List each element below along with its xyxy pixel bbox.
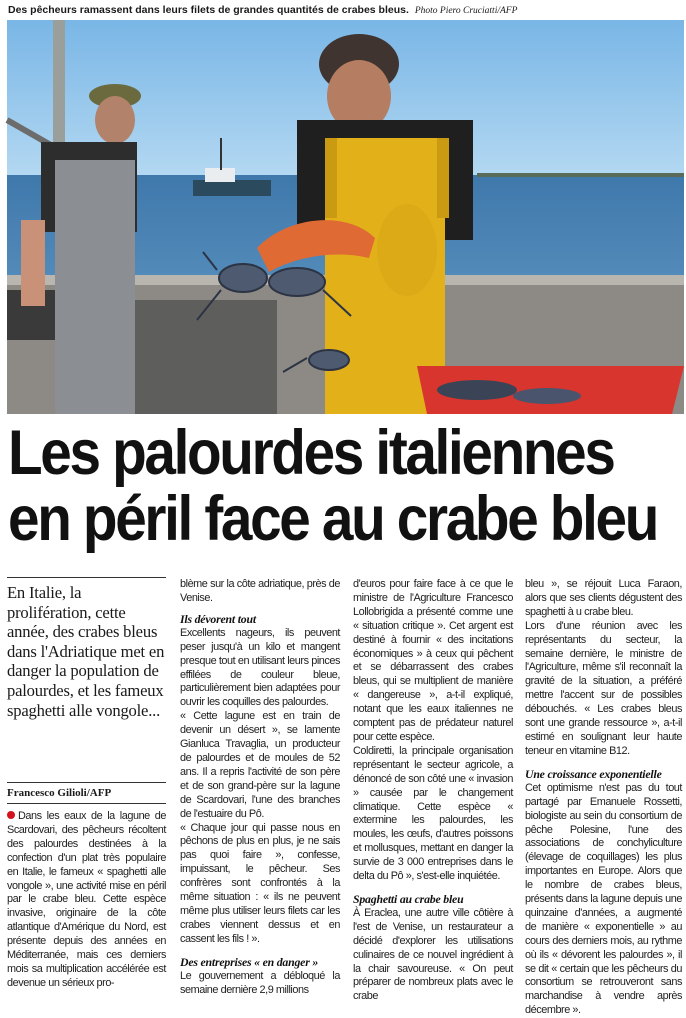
paragraph-text: Dans les eaux de la lagune de Scardovari, des pêcheurs récoltent des palourdes destinées à la confection d'un plat très populaire en Italie, le fameux « spaghetti alle vongole », une activité mise en péril par le crabe bleu. Cette espèce invasive, originaire de la côte atlantique d'Amérique du Nord, est présente depuis des années en Méditerranée, mais ces derniers mois sa multiplication accélérée est devenue un sérieux pro- <box>7 810 166 989</box>
article-column-1 <box>7 810 166 991</box>
paragraph: Lors d'une réunion avec les représentants du secteur, la semaine dernière, le ministre de l'Agriculture, même s'il reconnaît la gravité de la situation, a préféré mettre l'accent sur de possibles débouchés. « Les crabes bleus sont une grande ressource », a-t-il estimé en soulignant leur haute teneur en vitamine B12. <box>525 619 682 757</box>
article-column-2 <box>180 578 340 997</box>
photo-credit: Photo Piero Cruciatti/AFP <box>414 6 518 16</box>
red-bullet-icon <box>7 811 15 819</box>
subheading: Une croissance exponentielle <box>525 766 662 781</box>
news-photo <box>7 20 684 414</box>
basket <box>127 300 277 414</box>
paragraph: « Chaque jour qui passe nous en pêchons de plus en plus, je ne sais pas quoi faire », confesse, impuissant, le pêcheur. Ses confrères sont confrontés à la même situation : « ils ne peuvent même plus utiliser leurs filets car les crabes viennent dessus et en cassent les fils ! ». <box>180 821 340 945</box>
paragraph: d'euros pour faire face à ce que le ministre de l'Agriculture Francesco Lollobrigida a présenté comme une « situation critique ». Cet argent est destiné à fournir « des incitations économiques » à ceux qui pêchent et se débarrassent des crabes bleus, qui se multiplient de manière « dangereuse », a-t-il expliqué, notant que les eaux italiennes ne comptent pas de prédateur naturel pour cette espèce. <box>353 578 513 743</box>
article-lead: En Italie, la prolifération, cette année, des crabes bleus dans l'Adriatique met en danger la population de palourdes, et les fameux spaghetti alle vongole... <box>7 583 165 720</box>
chapo-rule <box>7 577 166 578</box>
subheading: Des entreprises « en danger » <box>180 954 319 969</box>
fishermen-photo-illustration <box>7 20 684 414</box>
paragraph <box>7 810 166 991</box>
paragraph: Le gouvernement a débloqué la semaine dernière 2,9 millions <box>180 969 340 996</box>
byline-rule-bottom <box>7 803 166 804</box>
subheading: Ils dévorent tout <box>180 611 256 626</box>
paragraph: blème sur la côte adriatique, près de Venise. <box>180 578 340 604</box>
byline-rule-top <box>7 782 166 783</box>
caption-text: Des pêcheurs ramassent dans leurs filets de grandes quantités de crabes bleus. <box>8 4 409 16</box>
article-column-4 <box>525 578 682 1018</box>
article-byline: Francesco Gilioli/AFP <box>7 787 112 799</box>
article-headline <box>8 418 658 554</box>
red-crate <box>417 366 684 414</box>
photo-caption <box>8 4 684 18</box>
paragraph: bleu », se réjouit Luca Faraon, alors que ses clients dégustent des spaghetti à u crabe bleu. <box>525 578 682 618</box>
paragraph: À Eraclea, une autre ville côtière à l'est de Venise, un restaurateur a décidé d'explorer les utilisations culinaires de ce nouvel ingrédient à la chair savoureuse. « On peut préparer de nombreux plats avec le crabe <box>353 906 513 1003</box>
paragraph: Cet optimisme n'est pas du tout partagé par Emanuele Rossetti, biologiste au sein du consortium de pêche Polesine, l'une des associations de conchyliculture (élevage de coquillages) les plus importantes en Europe. Alors que le nombre de crabes bleus, présents dans la lagune depuis une quinzaine d'années, a augmenté de manière « exponentielle » au cours des derniers mois, au rythme où ils « dévorent les palourdes », il se dit « certain que les pêcheurs du consortium se retrouveront sans marchandise à vendre après décembre ». <box>525 781 682 1017</box>
paragraph: Coldiretti, la principale organisation représentant le secteur agricole, a dénoncé de son côté une « invasion » causée par le changement climatique. Cette espèce « extermine les palourdes, les moules, les œufs, d'autres poissons et mollusques, mettant en danger la survie de 3 000 entreprises dans le delta du Pô », s'est-elle inquiétée. <box>353 744 513 883</box>
article-column-3 <box>353 578 513 1004</box>
paragraph: Excellents nageurs, ils peuvent peser jusqu'à un kilo et mangent presque tout en utilisant leurs pinces effilées de couleur bleue, particulièrement bien adaptées pour ouvrir les coquilles des palourdes. <box>180 626 340 709</box>
headline-line-1: Les palourdes italiennes <box>8 418 614 488</box>
subheading: Spaghetti au crabe bleu <box>353 891 464 906</box>
headline-line-2: en péril face au crabe bleu <box>8 484 658 554</box>
paragraph: « Cette lagune est en train de devenir un désert », se lamente Gianluca Travaglia, un producteur de palourdes et de moules de 52 ans. Il a repris l'activité de son père et de son grand-père sur la lagune de Scardovari, l'une des branches de l'estuaire du Pô. <box>180 710 340 820</box>
